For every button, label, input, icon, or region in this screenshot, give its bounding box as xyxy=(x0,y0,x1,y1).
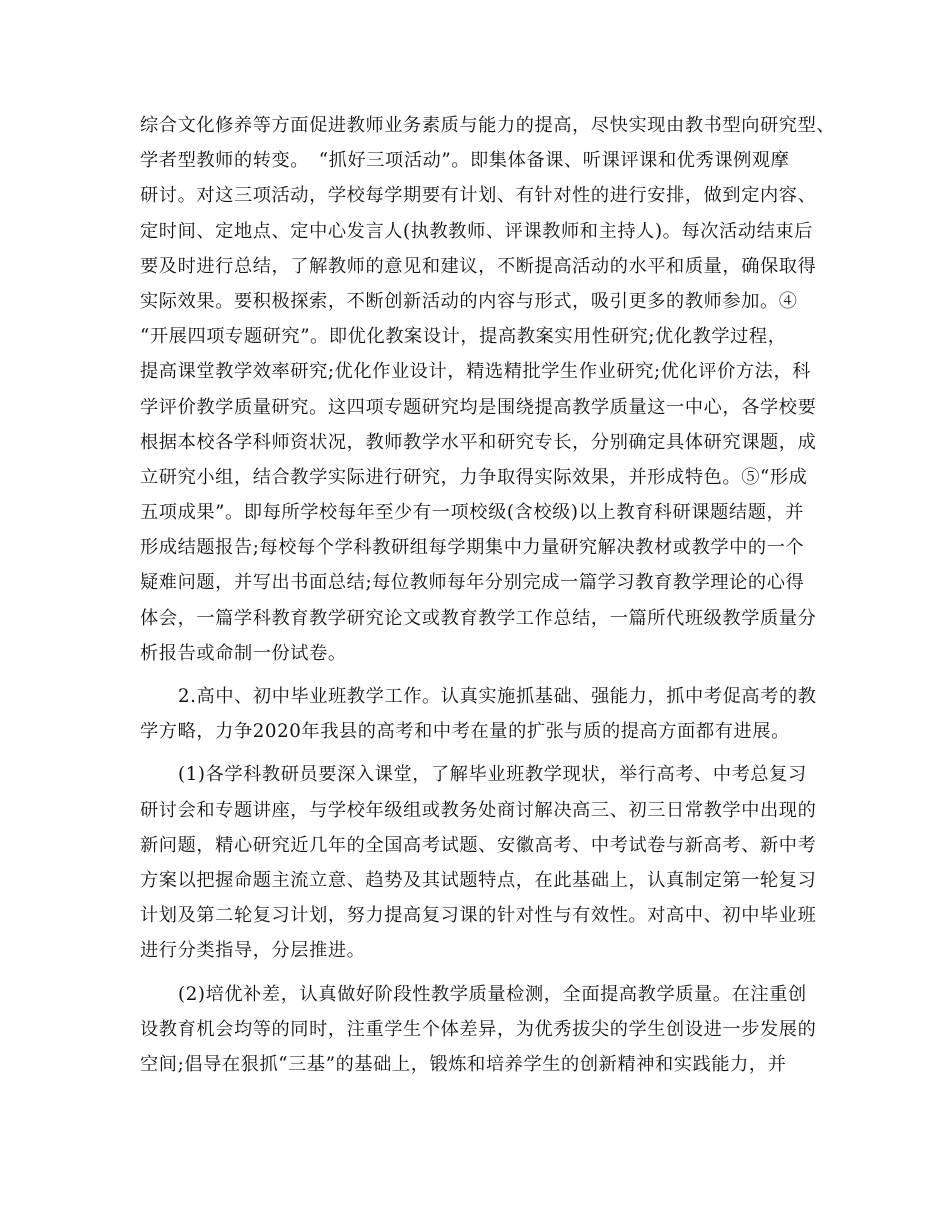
text-line: 新问题，精心研究近几年的全国高考试题、安徽高考、中考试卷与新高考、新中考 xyxy=(140,834,817,856)
text-line: 体会，一篇学科教育教学研究论文或教育教学工作总结，一篇所代班级教学质量分 xyxy=(140,607,817,629)
text-line: 研讨。对这三项活动，学校每学期要有计划、有针对性的进行安排，做到定内容、 xyxy=(140,185,817,207)
text-line: 定时间、定地点、定中心发言人(执教教师、评课教师和主持人)。每次活动结束后 xyxy=(140,220,813,242)
text-line: 实际效果。要积极探索，不断创新活动的内容与形式，吸引更多的教师参加。④ xyxy=(140,290,798,312)
text-line: 形成结题报告;每校每个学科教研组每学期集中力量研究解决教材或教学中的一个 xyxy=(140,537,805,559)
paragraph-start-line: 2.高中、初中毕业班教学工作。认真实施抓基础、强能力，抓中考促高考的教 xyxy=(178,686,817,707)
paragraph-start-line: (2)培优补差，认真做好阶段性教学质量检测，全面提高教学质量。在注重创 xyxy=(178,983,807,1005)
text-line: 方案以把握命题主流立意、趋势及其试题特点，在此基础上，认真制定第一轮复习 xyxy=(140,869,817,891)
text-line: 析报告或命制一份试卷。 xyxy=(140,642,347,664)
text-line: 空间;倡导在狠抓“三基”的基础上，锻炼和培养学生的创新精神和实践能力，并 xyxy=(140,1053,787,1075)
text-line: 学方略，力争2020年我县的高考和中考在量的扩张与质的提高方面都有进展。 xyxy=(140,721,790,743)
text-line: 要及时进行总结，了解教师的意见和建议，不断提高活动的水平和质量，确保取得 xyxy=(140,255,817,277)
paragraph-start-line: (1)各学科教研员要深入课堂，了解毕业班教学现状，举行高考、中考总复习 xyxy=(178,764,807,786)
text-line: 学者型教师的转变。 “抓好三项活动”。即集体备课、听课评课和优秀课例观摩 xyxy=(140,150,790,172)
text-line: 进行分类指导，分层推进。 xyxy=(140,940,366,962)
paragraph-gap xyxy=(140,749,816,757)
paragraph-gap xyxy=(140,969,816,977)
text-line: 学评价教学质量研究。这四项专题研究均是围绕提高教学质量这一中心，各学校要 xyxy=(140,396,817,418)
document-body xyxy=(140,108,836,1082)
text-line: 设教育机会均等的同时，注重学生个体差异，为优秀拔尖的学生创设进一步发展的 xyxy=(140,1018,817,1040)
text-line: 综合文化修养等方面促进教师业务素质与能力的提高，尽快实现由教书型向研究型、 xyxy=(140,115,836,136)
text-line: “开展四项专题研究”。即优化教案设计，提高教案实用性研究;优化教学过程， xyxy=(140,326,787,348)
text-line: 根据本校各学科师资状况，教师教学水平和研究专长，分别确定具体研究课题，成 xyxy=(140,431,817,453)
text-line: 计划及第二轮复习计划，努力提高复习课的针对性与有效性。对高中、初中毕业班 xyxy=(140,905,817,927)
text-line: 研讨会和专题讲座，与学校年级组或教务处商讨解决高三、初三日常教学中出现的 xyxy=(140,799,817,821)
text-line: 五项成果”。即每所学校每年至少有一项校级(含校级)以上教育科研课题结题，并 xyxy=(140,502,805,524)
text-line: 立研究小组，结合教学实际进行研究，力争取得实际效果，并形成特色。⑤“形成 xyxy=(140,466,808,488)
paragraph-gap xyxy=(140,671,816,679)
text-line: 提高课堂教学效率研究;优化作业设计，精选精批学生作业研究;优化评价方法，科 xyxy=(140,361,812,383)
text-line: 疑难问题，并写出书面总结;每位教师每年分别完成一篇学习教育教学理论的心得 xyxy=(140,572,805,594)
